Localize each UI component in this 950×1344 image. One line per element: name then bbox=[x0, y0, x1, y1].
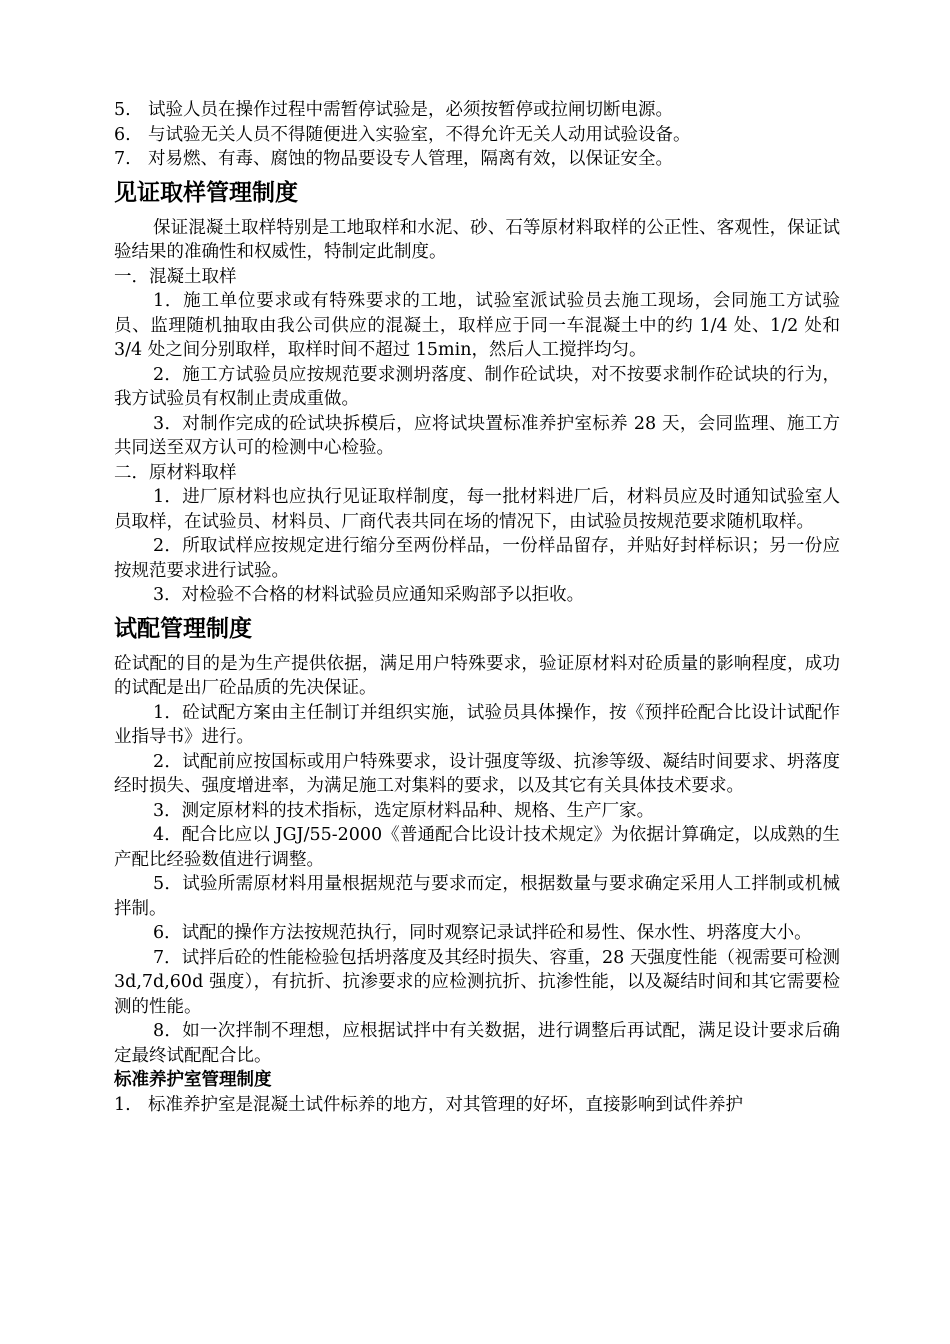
list-item bbox=[114, 147, 840, 172]
paragraph: 2．试配前应按国标或用户特殊要求，设计强度等级、抗渗等级、凝结时间要求、坍落度经时损失、强度增进率，为满足施工对集料的要求，以及其它有关具体技术要求。 bbox=[114, 751, 840, 796]
section-heading-trial-mix: 试配管理制度 bbox=[114, 615, 252, 642]
list-number: 6. bbox=[114, 124, 131, 145]
list-text: 试验人员在操作过程中需暂停试验是，必须按暂停或拉闸切断电源。 bbox=[148, 100, 673, 120]
paragraph: 4．配合比应以 JGJ/55-2000《普通配合比设计技术规定》为依据计算确定，以成熟的生产配比经验数值进行调整。 bbox=[114, 825, 840, 870]
document-page bbox=[114, 98, 840, 1117]
paragraph: 2．施工方试验员应按规范要求测坍落度、制作砼试块，对不按要求制作砼试块的行为，我方试验员有权制止责成重做。 bbox=[114, 364, 840, 409]
subsection-title: 二．原材料取样 bbox=[114, 462, 237, 483]
paragraph: 2．所取试样应按规定进行缩分至两份样品，一份样品留存，并贴好封样标识；另一份应按规范要求进行试验。 bbox=[114, 536, 840, 581]
paragraph: 8．如一次拌制不理想，应根据试拌中有关数据，进行调整后再试配，满足设计要求后确定最终试配配合比。 bbox=[114, 1021, 840, 1066]
list-number: 1. bbox=[114, 1094, 131, 1115]
subsection-title: 一．混凝土取样 bbox=[114, 266, 237, 287]
section-heading-curing-room: 标准养护室管理制度 bbox=[114, 1070, 272, 1090]
section-intro: 砼试配的目的是为生产提供依据，满足用户特殊要求，验证原材料对砼质量的影响程度，成功的试配是出厂砼品质的先决保证。 bbox=[114, 653, 840, 698]
paragraph: 1．砼试配方案由主任制订并组织实施，试验员具体操作，按《预拌砼配合比设计试配作业指导书》进行。 bbox=[114, 702, 840, 747]
list-number: 5. bbox=[114, 100, 131, 120]
section-heading-witness-sampling: 见证取样管理制度 bbox=[114, 179, 298, 206]
list-text: 标准养护室是混凝土试件标养的地方，对其管理的好坏，直接影响到试件养护 bbox=[148, 1094, 743, 1115]
paragraph: 5．试验所需原材料用量根据规范与要求而定，根据数量与要求确定采用人工拌制或机械拌制。 bbox=[114, 874, 840, 919]
paragraph: 3．对检验不合格的材料试验员应通知采购部予以拒收。 bbox=[153, 585, 585, 605]
paragraph: 3．测定原材料的技术指标，选定原材料品种、规格、生产厂家。 bbox=[153, 800, 655, 821]
paragraph: 3．对制作完成的砼试块拆模后，应将试块置标准养护室标养 28 天，会同监理、施工方共同送至双方认可的检测中心检验。 bbox=[114, 413, 840, 458]
paragraph: 1．进厂原材料也应执行见证取样制度，每一批材料进厂后，材料员应及时通知试验室人员取样，在试验员、材料员、厂商代表共同在场的情况下，由试验员按规范要求随机取样。 bbox=[114, 487, 840, 532]
paragraph: 7．试拌后砼的性能检验包括坍落度及其经时损失、容重，28 天强度性能（视需要可检测 3d,7d,60d 强度），有抗折、抗渗要求的应检测抗折、抗渗性能，以及凝结时间和其它需要检测的性能。 bbox=[114, 947, 840, 1017]
list-text: 与试验无关人员不得随便进入实验室，不得允许无关人动用试验设备。 bbox=[148, 124, 691, 145]
list-item bbox=[114, 123, 840, 148]
top-list bbox=[114, 98, 840, 172]
paragraph: 1．施工单位要求或有特殊要求的工地，试验室派试验员去施工现场，会同施工方试验员、监理随机抽取由我公司供应的混凝土，取样应于同一车混凝土中的约 1/4 处、1/2 处和 3/4 处之间分别取样，取样时间不超过 15min，然后人工搅拌均匀。 bbox=[114, 291, 840, 360]
section-intro: 保证混凝土取样特别是工地取样和水泥、砂、石等原材料取样的公正性、客观性，保证试验结果的准确性和权威性，特制定此制度。 bbox=[114, 217, 840, 262]
paragraph: 6．试配的操作方法按规范执行，同时观察记录试拌砼和易性、保水性、坍落度大小。 bbox=[153, 923, 812, 943]
list-item bbox=[114, 1093, 840, 1118]
list-item bbox=[114, 98, 840, 123]
list-number: 7. bbox=[114, 149, 131, 169]
list-text: 对易燃、有毒、腐蚀的物品要设专人管理，隔离有效，以保证安全。 bbox=[148, 149, 673, 169]
